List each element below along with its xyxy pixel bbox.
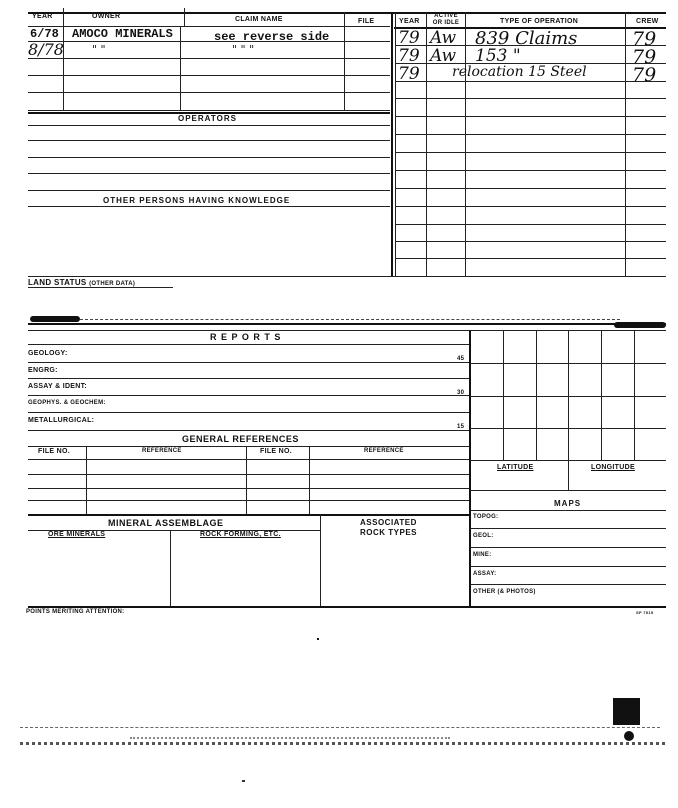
maps-other-label: OTHER (& PHOTOS) [473,589,536,595]
divider [634,330,635,460]
underline [28,287,173,288]
points-meriting-label: POINTS MERITING ATTENTION: [26,609,125,615]
divider [536,330,537,460]
row-line [395,224,666,225]
row-line [395,116,666,117]
maps-mine-label: MINE: [473,552,492,558]
row-line [28,276,666,277]
row-line [470,428,666,429]
top-rule [28,12,666,14]
col-header-claim-name: CLAIM NAME [235,16,283,23]
divider [503,330,504,460]
activity-row-3-operation: relocation 15 Steel [452,64,587,80]
row-line [395,134,666,135]
row-line [28,488,470,489]
associated-rock-types-line1: ASSOCIATED [360,518,417,527]
divider [246,446,247,514]
maps-geol-label: GEOL: [473,533,494,539]
activity-row-2-crew: 79 [632,46,657,68]
col-header-owner: OWNER [92,13,121,20]
land-status-label [28,278,135,287]
row-line [395,81,666,82]
ref-header-reference-2: REFERENCE [364,448,404,454]
report-geology-label: GEOLOGY: [28,350,68,357]
other-persons-title: OTHER PERSONS HAVING KNOWLEDGE [103,196,291,205]
divider [63,26,64,110]
report-engrg-label: ENGRG: [28,367,58,374]
claim-row-1-claim-name: see reverse side [214,30,330,44]
divider [465,12,466,276]
row-line [470,363,666,364]
row-line [28,41,390,42]
claim-row-2-claim-name: " " " [232,43,255,56]
operators-title: OPERATORS [178,114,237,123]
row-line [28,140,390,141]
report-metallurgical-number: 15 [457,424,465,430]
row-line [470,396,666,397]
row-line [28,378,470,379]
reports-title: R E P O R T S [210,332,282,342]
row-line [470,528,666,529]
row-line [470,510,666,511]
row-line [28,330,666,331]
maps-title: MAPS [554,499,582,508]
row-line [470,460,666,461]
divider [309,446,310,514]
section-rule [28,514,470,516]
row-line [28,173,390,174]
divider [426,12,427,276]
divider [170,530,171,606]
scan-edge-line [20,727,660,728]
scan-speck [242,780,245,782]
scan-noise-band [130,737,450,739]
row-line [28,474,470,475]
row-line [395,170,666,171]
land-status-subtitle: (OTHER DATA) [89,281,136,287]
ref-header-reference-1: REFERENCE [142,448,182,454]
divider [469,330,471,606]
mineral-assemblage-title: MINERAL ASSEMBLAGE [108,518,224,528]
divider [344,12,345,26]
ref-header-file-no-1: FILE NO. [38,448,70,455]
bottom-rule [28,606,666,608]
row-line [470,547,666,548]
divider [625,12,626,276]
row-line [395,98,666,99]
scan-blob [624,731,634,741]
divider [391,12,393,276]
row-line [28,58,390,59]
col-header-crew: CREW [636,18,659,25]
row-line [28,395,470,396]
row-line [470,584,666,585]
col-header-file: FILE [358,18,375,25]
rock-forming-label: ROCK FORMING, ETC. [200,531,281,538]
row-line [28,500,470,501]
section-rule [28,323,666,325]
report-geology-number: 45 [457,356,465,362]
col-header-year-right: YEAR [399,18,420,25]
row-line [28,110,390,111]
dashed-line [80,319,620,320]
divider [184,8,185,26]
scan-block [613,698,640,725]
report-metallurgical-label: METALLURGICAL: [28,417,95,424]
activity-row-1-status: Aw [430,28,457,48]
row-line [470,566,666,567]
divider [344,26,345,110]
row-line [28,362,470,363]
report-assay-number: 30 [457,390,465,396]
report-assay-label: ASSAY & IDENT: [28,383,88,390]
maps-assay-label: ASSAY: [473,571,497,577]
activity-row-1-year: 79 [398,28,420,48]
scan-mark [30,316,80,322]
row-line [395,206,666,207]
row-line [28,92,390,93]
row-line [28,412,470,413]
divider [601,330,602,460]
scan-noise-band [20,742,665,745]
land-status-title: LAND STATUS [28,278,87,287]
activity-row-2-year: 79 [398,46,420,66]
divider [86,446,87,514]
row-line [28,206,390,207]
divider [568,330,569,490]
divider [320,514,321,606]
maps-topog-label: TOPOG: [473,514,499,520]
claim-row-1-year: 6/78 [30,27,59,41]
row-line [395,258,666,259]
row-line [28,446,470,447]
activity-row-2-operation: 153 " [475,46,521,66]
divider [63,8,64,26]
ore-minerals-label: ORE MINERALS [48,531,106,538]
activity-row-2-status: Aw [430,46,457,66]
divider [395,12,396,276]
row-line [395,188,666,189]
report-geophys-label: GEOPHYS. & GEOCHEM: [28,400,106,406]
row-line [28,430,470,431]
ref-header-file-no-2: FILE NO. [260,448,292,455]
latitude-label: LATITUDE [497,464,534,471]
col-header-type-of-operation: TYPE OF OPERATION [500,18,579,25]
claim-row-2-year: 8/78 [28,40,64,59]
row-line [395,152,666,153]
general-references-title: GENERAL REFERENCES [182,434,299,444]
row-line [28,157,390,158]
activity-row-3-crew: 79 [632,64,657,86]
claim-row-1-owner: AMOCO MINERALS [72,27,173,41]
row-line [395,241,666,242]
col-header-year: YEAR [32,13,53,20]
activity-row-1-operation: 839 Claims [475,28,578,49]
claim-row-2-owner: " " [92,43,106,56]
longitude-label: LONGITUDE [591,464,635,471]
row-line [28,75,390,76]
row-line [28,125,390,126]
associated-rock-types-line2: ROCK TYPES [360,528,418,537]
activity-row-1-crew: 79 [632,28,657,50]
row-line [28,344,470,345]
activity-row-3-year: 79 [398,64,420,84]
divider [180,26,181,110]
scan-speck [317,638,319,640]
form-number: SP 7515 [636,610,654,615]
row-line [28,190,390,191]
row-line [28,459,470,460]
col-header-active-idle: ACTIVE OR IDLE [432,13,460,26]
row-line [470,490,666,491]
